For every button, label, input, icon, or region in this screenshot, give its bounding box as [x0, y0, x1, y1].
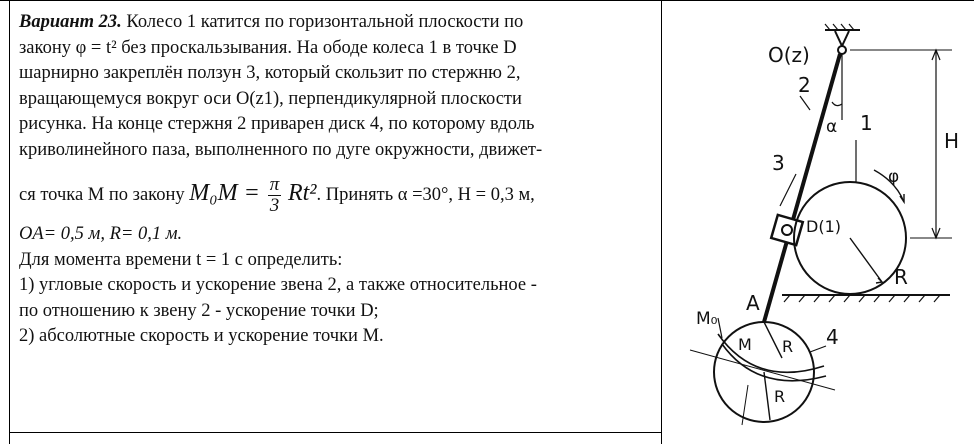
pivot-support [835, 31, 849, 46]
label-D: D(1) [806, 217, 841, 236]
text-line-8: OA= 0,5 м, R= 0,1 м. [19, 224, 183, 244]
wheel-radius [850, 238, 882, 282]
text-line-6: криволинейного паза, выполненного по дуге окружности, движет- [19, 139, 543, 160]
label-O: O(z) [768, 43, 810, 67]
label-3-leader [780, 174, 796, 206]
law-rhs: Rt² [287, 179, 317, 206]
disk-radius-1 [764, 322, 782, 358]
label-1: 1 [860, 111, 873, 135]
text-line-12: 2) абсолютные скорость и ускорение точки M. [19, 326, 384, 346]
law-lhs: M₀M = [189, 179, 266, 206]
table-left-border [9, 0, 10, 444]
label-M: M [738, 335, 752, 354]
ground-hatch [784, 295, 940, 302]
text-line-9: Для момента времени t = 1 с определить: [19, 249, 343, 270]
text-line-4: вращающемуся вокруг оси O(z1), перпендикулярной плоскости [19, 88, 522, 109]
label-4: 4 [826, 325, 839, 349]
variant-label: Вариант 23. [19, 12, 122, 32]
label-alpha: α [826, 117, 838, 137]
text-line-1: Вариант 23. Колесо 1 катится по горизонтальной плоскости по [19, 12, 524, 32]
disk-radius-2 [764, 372, 770, 420]
label-2: 2 [798, 73, 811, 97]
text-line-3: шарнирно закреплён ползун 3, который скользит по стержню 2, [19, 63, 521, 83]
mechanism-figure [660, 0, 974, 444]
label-R-disk-2: R [774, 387, 786, 406]
text-line-11: по отношению к звену 2 - ускорение точки D; [19, 300, 379, 321]
law-fraction: $\frac{\pi}{3}$ [269, 174, 280, 216]
label-4-leader [810, 346, 826, 352]
label-M0: M₀ [696, 309, 718, 329]
text-line-10: 1) угловые скорость и ускорение звена 2, а также относительное - [19, 275, 537, 295]
pivot-O [838, 46, 846, 54]
label-A: A [746, 291, 760, 315]
alpha-arc [832, 102, 842, 106]
text-line-5: рисунка. На конце стержня 2 приварен диск 4, по которому вдоль [19, 114, 535, 134]
label-R-disk: R [782, 337, 794, 356]
problem-text [19, 10, 659, 350]
groove-arc-outer [718, 334, 824, 372]
label-H: H [944, 129, 960, 153]
label-3: 3 [772, 151, 785, 175]
text-line-7: ся точка M по закону M₀M = $\frac{\pi}{3}$ Rt². Принять α =30°, H = 0,3 м, [19, 174, 535, 216]
text-line-2: закону φ = t² без проскальзывания. На ободе колеса 1 в точке D [19, 37, 517, 58]
label-2-leader [800, 96, 810, 110]
label-phi: φ [888, 167, 900, 187]
table-bottom-border [9, 432, 662, 433]
label-R: R [894, 265, 908, 289]
